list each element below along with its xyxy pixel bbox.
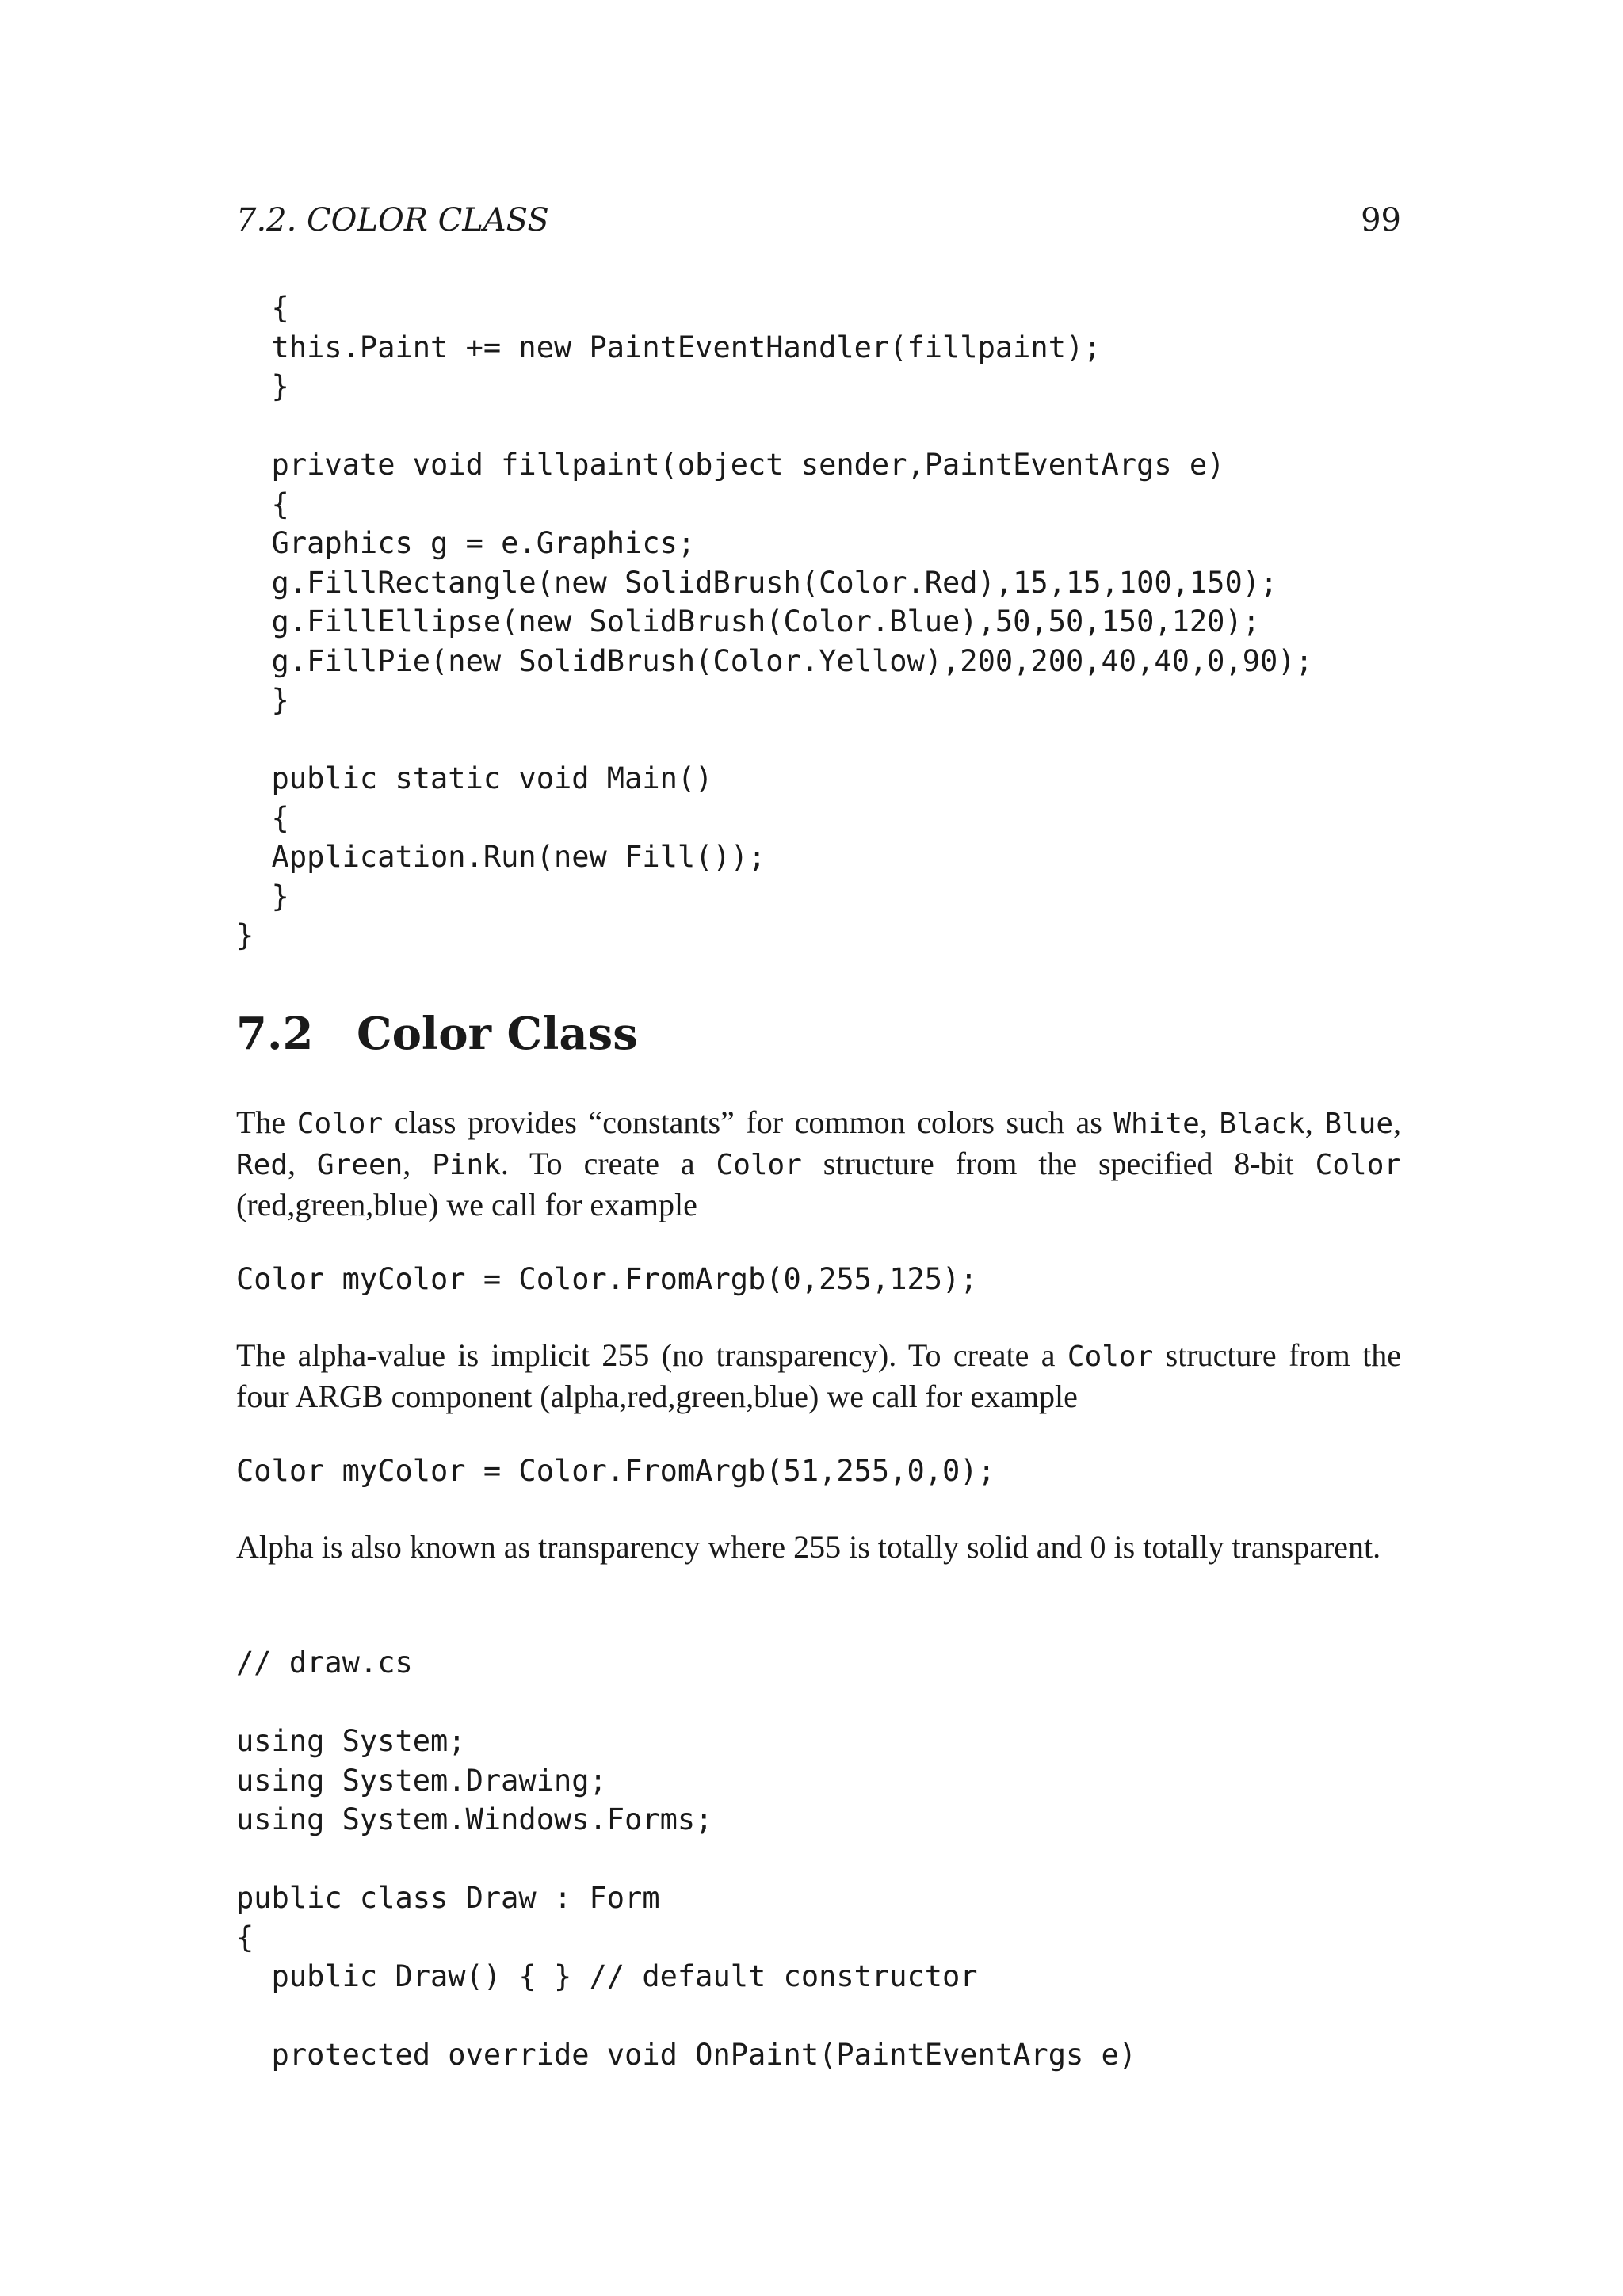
text-run: , [1199,1104,1220,1140]
running-header-title: 7.2. COLOR CLASS [236,202,549,238]
code-line: g.FillPie(new SolidBrush(Color.Yellow),200,200,40,40,0,90); [236,643,1313,678]
inline-code: Color [296,1108,384,1140]
text-run: , [1304,1104,1325,1140]
code-line: { [236,486,289,521]
code-line: private void fillpaint(object sender,PaintEventArgs e) [236,448,1225,482]
code-line [236,1683,1136,1722]
code-line: { [236,291,289,325]
text-run: The [236,1104,297,1140]
text-run: , [1393,1104,1402,1140]
page-number: 99 [1361,202,1401,238]
text-run: structure from the four ARGB component (alpha,red,green,blue) we call for example [236,1337,1402,1414]
code-line: public static void Main() [236,761,713,795]
text-run: , [288,1146,317,1181]
code-line: using System.Drawing; [236,1763,607,1798]
section-heading [236,1006,638,1062]
running-header [236,196,1401,244]
inline-code: White [1113,1108,1200,1140]
code-line: { [236,800,289,835]
section-number: 7.2 [236,1008,314,1060]
inline-code: Color [716,1149,802,1181]
code-line [236,720,1313,760]
text-run: structure from the specified 8-bit [801,1146,1316,1181]
text-run: . To create a [500,1146,716,1181]
inline-code: Color [1315,1149,1402,1181]
text-run: The alpha-value is implicit 255 (no transparency). To create a [236,1337,1067,1373]
inline-code: Blue [1324,1108,1394,1140]
paragraph-transparency: Alpha is also known as transparency where 255 is totally solid and 0 is totally transparent. [236,1529,1381,1565]
paragraph-color-constants [236,1103,1401,1225]
code-line: protected override void OnPaint(PaintEventArgs e) [236,2038,1137,2072]
code-line: Graphics g = e.Graphics; [236,526,696,560]
section-title: Color Class [357,1008,638,1060]
paragraph-alpha [236,1336,1401,1417]
code-line: } [236,369,289,403]
inline-code: Color [1067,1341,1154,1373]
code-listing-draw [236,1643,1136,2075]
inline-code: Black [1219,1108,1305,1140]
code-line: } [236,879,289,913]
code-line: // draw.cs [236,1646,413,1680]
code-line: g.FillRectangle(new SolidBrush(Color.Red),15,15,100,150); [236,565,1278,600]
text-run: , [403,1146,433,1181]
code-line [236,406,1313,446]
code-line: g.FillEllipse(new SolidBrush(Color.Blue),50,50,150,120); [236,605,1261,639]
code-line: public Draw() { } // default constructor [236,1959,978,1993]
code-line: using System.Windows.Forms; [236,1802,713,1836]
code-line: using System; [236,1724,466,1758]
text-run: class provides “constants” for common colors such as [383,1104,1114,1140]
code-line [236,1997,1136,2036]
inline-code: Green [316,1149,403,1181]
code-line: { [236,1920,254,1955]
code-line: Application.Run(new Fill()); [236,840,766,874]
code-line [236,1840,1136,1879]
code-example-rgb: Color myColor = Color.FromArgb(0,255,125); [236,1262,978,1296]
code-line: } [236,918,254,952]
code-line: } [236,683,289,717]
code-example-argb: Color myColor = Color.FromArgb(51,255,0,0); [236,1454,995,1488]
inline-code: Pink [432,1149,501,1181]
inline-code: Red [236,1149,288,1181]
text-run: (red,green,blue) we call for example [236,1187,697,1222]
code-listing-fill [236,288,1313,955]
code-line: this.Paint += new PaintEventHandler(fillpaint); [236,330,1102,364]
code-line: public class Draw : Form [236,1881,660,1915]
